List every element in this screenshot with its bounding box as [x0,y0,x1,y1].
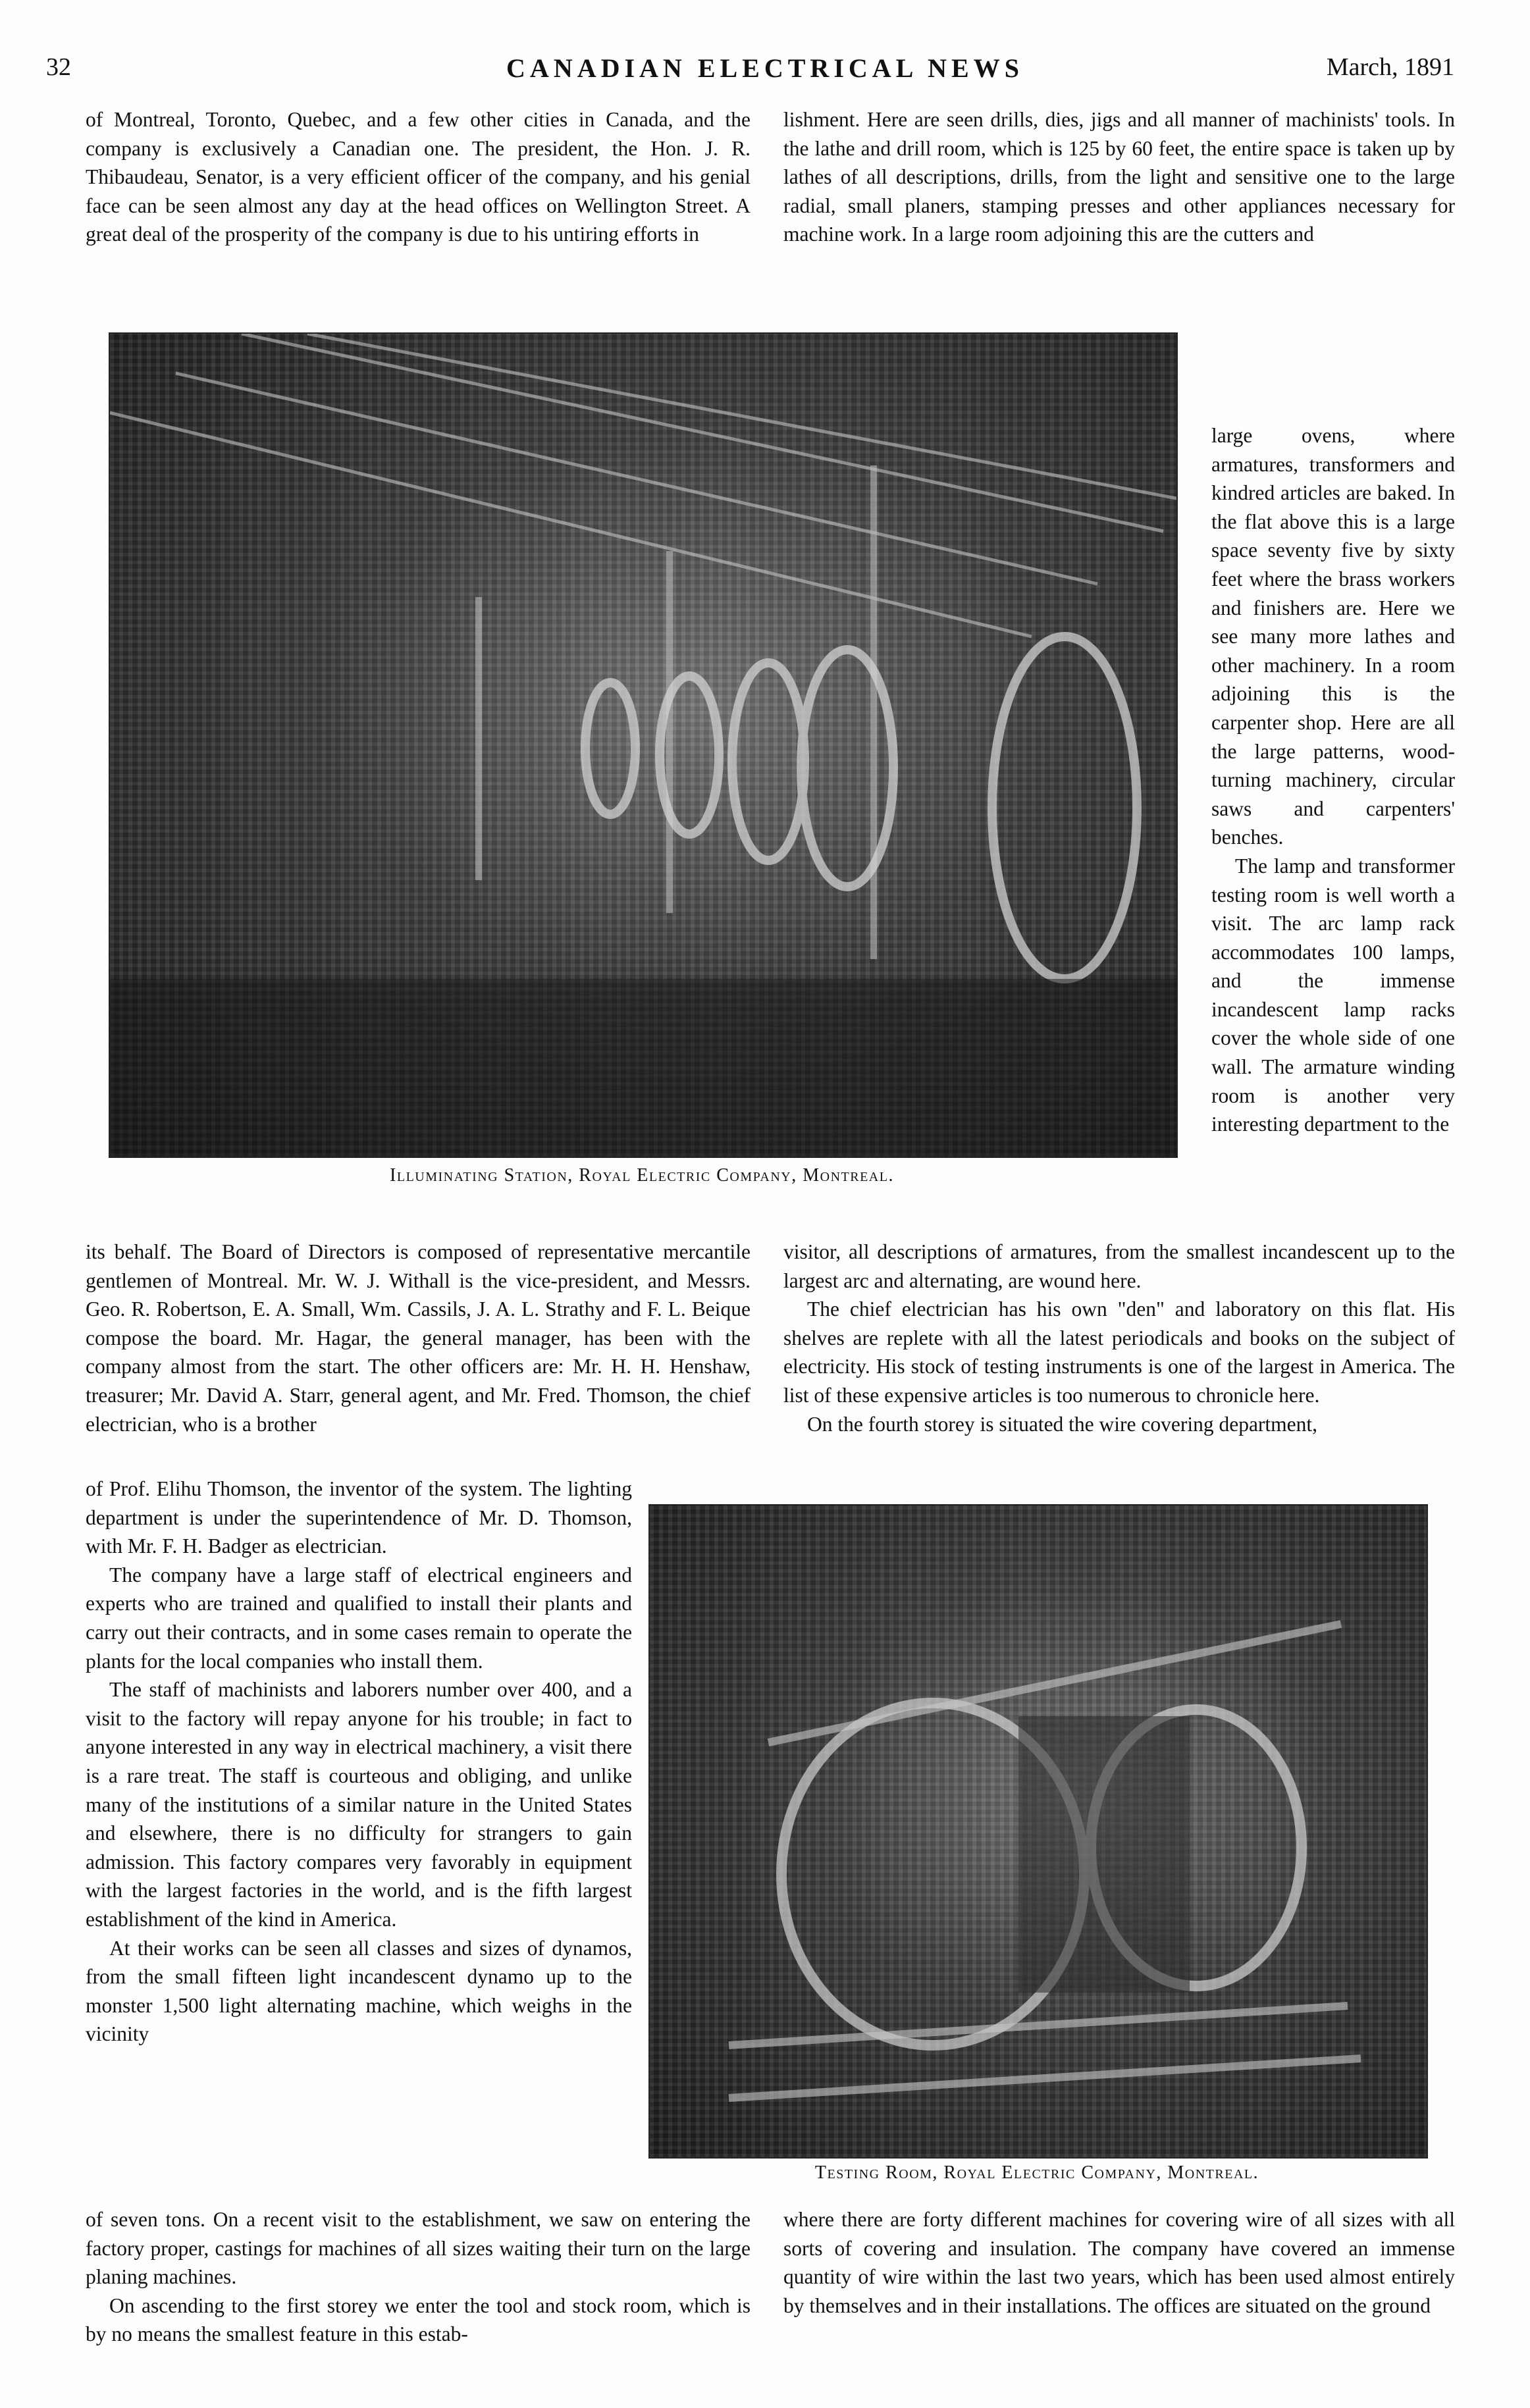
lower-left-column [86,1475,632,2049]
top-left-column [86,105,751,249]
masthead: CANADIAN ELECTRICAL NEWS [506,53,1024,83]
page-number: 32 [46,53,71,81]
illuminating-station-illustration [110,334,1176,1157]
paragraph: where there are forty different machines for covering wire of all sizes with all sorts of covering and insulation. The company have covered an immense quantity of wire within the last two years, which has been used almost entirely by themselves and in their installations. The offices are situated on the ground [783,2208,1455,2317]
bottom-right-column [783,2205,1455,2320]
paragraph: On the fourth storey is situated the wire covering department, [807,1412,1318,1436]
paragraph: The chief electrician has his own "den" and laboratory on this flat. His shelves are replete with all the latest periodicals and books on the subject of electricity. His stock of testing instruments is one of the largest in America. The list of these expensive articles is too numerous to chronicle here. [783,1297,1455,1407]
paragraph: The staff of machinists and laborers number over 400, and a visit to the factory will repay anyone for his trouble; in fact to anyone interested in any way in electrical machinery, a visit there is a rare treat. The staff is courteous and obliging, and unlike many of the institutions of a similar nature in the United States and elsewhere, there is no difficulty for strangers to gain admission. This factory compares very favorably in equipment with the largest factories in the world, and is the fifth largest establishment of the kind in America. [86,1678,632,1931]
paragraph: its behalf. The Board of Directors is composed of representative mercantile gentlemen of Montreal. Mr. W. J. Withall is the vice-president, and Messrs. Geo. R. Robertson, E. A. Small, Wm. Cassils, J. A. L. Strathy and F. L. Beique compose the board. Mr. Hagar, the general manager, has been with the company almost from the start. The other officers are: Mr. H. H. Henshaw, treasurer; Mr. David A. Starr, general agent, and Mr. Fred. Thomson, the chief electrician, who is a brother [86,1240,751,1436]
paragraph: of Montreal, Toronto, Quebec, and a few other cities in Canada, and the company is exclusively a Canadian one. The president, the Hon. J. R. Thibaudeau, Senator, is a very efficient officer of the company, and his genial face can be seen almost any day at the head offices on Wellington Street. A great deal of the prosperity of the company is due to his untiring efforts in [86,108,751,246]
bottom-left-column [86,2205,751,2349]
mid-right-column [783,1238,1455,1438]
paragraph: On ascending to the first storey we enter the tool and stock room, which is by no means the smallest feature in this estab- [86,2293,751,2346]
paragraph: The lamp and transformer testing room is well worth a visit. The arc lamp rack accommodates 100 lamps, and the immense incandescent lamp racks cover the whole side of one wall. The armature winding room is another very interesting department to the [1211,854,1455,1136]
mid-left-column [86,1238,751,1438]
top-right-column [783,105,1455,249]
paragraph: of Prof. Elihu Thomson, the inventor of the system. The lighting department is under the superintendence of Mr. D. Thomson, with Mr. F. H. Badger as electrician. [86,1477,632,1558]
testing-room-illustration [650,1505,1427,2157]
paragraph: The company have a large staff of electrical engineers and experts who are trained and qualified to install their plants and carry out their contracts, and in some cases remain to operate the plants for the local companies who install them. [86,1563,632,1673]
paragraph: lishment. Here are seen drills, dies, jigs and all manner of machinists' tools. In the lathe and drill room, which is 125 by 60 feet, the entire space is taken up by lathes of all descriptions, drills, from the light and sensitive one to the large radial, small planers, stamping presses and other appliances necessary for machine work. In a large room adjoining this are the cutters and [783,108,1455,246]
illuminating-station-photo [109,332,1178,1158]
figure-caption: Testing Room, Royal Electric Company, Montreal. [814,2162,1259,2183]
issue-date: March, 1891 [1326,53,1454,81]
paragraph: large ovens, where armatures, transformers and kindred articles are baked. In the flat above this is a large space seventy five by sixty feet where the brass workers and finishers are. Here we see many more lathes and other machinery. In a room adjoining this is the carpenter shop. Here are all the large patterns, wood-turning machinery, circular saws and carpenters' benches. [1211,424,1455,849]
paragraph: visitor, all descriptions of armatures, from the smallest incandescent up to the largest arc and alternating, are wound here. [783,1240,1455,1292]
paragraph: of seven tons. On a recent visit to the establishment, we saw on entering the factory proper, castings for machines of all sizes waiting their turn on the large planing machines. [86,2208,751,2289]
figure-caption: Illuminating Station, Royal Electric Company, Montreal. [390,1165,894,1186]
narrow-right-column [1211,421,1455,1139]
testing-room-photo [648,1504,1428,2159]
paragraph: At their works can be seen all classes and sizes of dynamos, from the small fifteen light incandescent dynamo up to the monster 1,500 light alternating machine, which weighs in the vicinity [86,1936,632,2046]
